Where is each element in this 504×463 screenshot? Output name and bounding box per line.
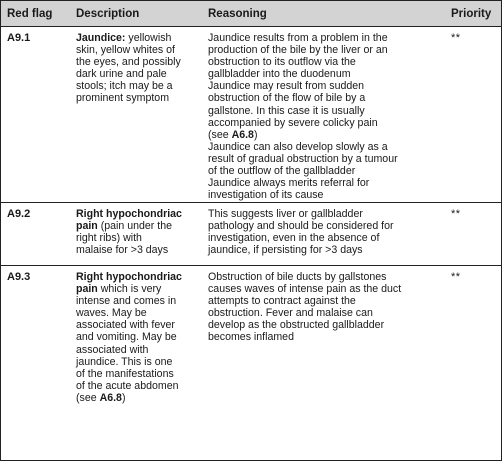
text-line: [76, 344, 182, 356]
row-divider: [1, 202, 501, 203]
text-line: [76, 307, 182, 319]
text-line: [76, 271, 182, 283]
text-run: Obstruction of bile ducts by gallstones: [208, 271, 387, 283]
text-run: Jaundice may result from sudden: [208, 80, 365, 93]
text-line: [208, 80, 398, 92]
text-line: [76, 392, 182, 404]
text-run: gallbladder into the duodenum: [208, 68, 351, 81]
text-line: [76, 295, 182, 307]
header-priority: Priority: [451, 8, 492, 20]
text-line: [208, 92, 398, 104]
text-line: [208, 283, 401, 295]
text-run: dark urine and pale: [76, 68, 167, 81]
bold-term: A6.8: [99, 391, 122, 404]
text-line: [208, 295, 401, 307]
text-run: obstruction. Fever and malaise can: [208, 307, 373, 320]
text-line: [76, 283, 182, 295]
text-line: [208, 220, 394, 232]
text-line: [76, 56, 181, 68]
text-line: [208, 271, 401, 283]
text-run: Jaundice can also develop slowly as a: [208, 140, 388, 153]
text-run: investigation, even in the absence of: [208, 232, 380, 245]
row-priority: **: [451, 208, 461, 220]
text-line: [76, 331, 182, 343]
row-priority: **: [451, 271, 461, 283]
text-run: obstruction to its outflow via the: [208, 56, 356, 69]
text-run: obstruction of the flow of bile by a: [208, 92, 366, 105]
text-line: [208, 56, 398, 68]
text-run: prominent symptom: [76, 92, 170, 105]
text-line: [208, 189, 398, 201]
row-flag: A9.3: [7, 271, 31, 283]
bold-term: A6.8: [231, 128, 254, 141]
text-line: [76, 356, 182, 368]
text-line: [208, 165, 398, 177]
text-run: attempts to contract against the: [208, 295, 356, 308]
text-run: Jaundice always merits referral for: [208, 177, 370, 190]
text-run: of the manifestations: [76, 367, 174, 380]
text-run: ): [121, 391, 126, 404]
row-reasoning: [208, 271, 401, 344]
text-run: intense and comes in: [76, 295, 177, 308]
header-red-flag: Red flag: [7, 8, 53, 20]
row-reasoning: [208, 208, 394, 256]
bold-term: Jaundice:: [76, 32, 126, 44]
text-line: [76, 232, 182, 244]
text-run: (pain under the: [97, 220, 172, 233]
text-run: stools; itch may be a: [76, 80, 173, 93]
text-line: [208, 307, 401, 319]
text-run: production of the bile by the liver or an: [208, 44, 388, 57]
text-line: [208, 208, 394, 220]
text-run: result of gradual obstruction by a tumour: [208, 152, 398, 165]
text-run: yellowish: [125, 32, 172, 44]
text-run: skin, yellow whites of: [76, 44, 175, 57]
row-description: [76, 208, 182, 256]
row-flag: A9.2: [7, 208, 31, 220]
text-line: [76, 244, 182, 256]
text-run: investigation of its cause: [208, 189, 324, 202]
text-line: [208, 32, 398, 44]
bold-term: pain: [76, 283, 98, 296]
text-run: jaundice. This is one: [76, 355, 173, 368]
text-run: which is very: [97, 283, 162, 296]
text-line: [76, 380, 182, 392]
text-run: waves. May be: [76, 307, 147, 320]
text-run: right ribs) with: [76, 232, 142, 245]
text-line: [208, 244, 394, 256]
table-header: [1, 1, 501, 27]
row-flag: A9.1: [7, 32, 31, 44]
text-run: of the outflow of the gallbladder: [208, 165, 356, 178]
text-run: malaise for >3 days: [76, 244, 169, 257]
text-line: [208, 129, 398, 141]
text-line: [76, 80, 181, 92]
text-run: (see: [76, 391, 100, 404]
text-run: develop as the obstructed gallbladder: [208, 319, 385, 332]
text-line: [208, 177, 398, 189]
row-description: [76, 32, 181, 105]
text-run: causes waves of intense pain as the duct: [208, 283, 402, 296]
text-run: Jaundice results from a problem in the: [208, 32, 388, 44]
text-line: [76, 68, 181, 80]
text-line: [208, 44, 398, 56]
text-run: accompanied by severe colicky pain: [208, 116, 378, 129]
row-reasoning: [208, 32, 398, 201]
text-run: the eyes, and possibly: [76, 56, 181, 69]
text-run: (see: [208, 128, 232, 141]
text-line: [76, 220, 182, 232]
text-run: and vomiting. May be: [76, 331, 177, 344]
text-line: [208, 141, 398, 153]
text-line: [208, 232, 394, 244]
row-divider: [1, 265, 501, 266]
row-description: [76, 271, 182, 404]
text-line: [208, 153, 398, 165]
text-run: pathology and should be considered for: [208, 220, 394, 233]
header-reasoning: Reasoning: [208, 8, 267, 20]
text-run: jaundice, if persisting for >3 days: [208, 244, 363, 257]
text-line: [208, 105, 398, 117]
text-run: ): [253, 128, 258, 141]
bold-term: Right hypochondriac: [76, 208, 182, 220]
text-run: gallstone. In this case it is usually: [208, 104, 365, 117]
text-line: [208, 68, 398, 80]
text-run: associated with: [76, 343, 149, 356]
text-line: [208, 117, 398, 129]
row-priority: **: [451, 32, 461, 44]
text-run: of the acute abdomen: [76, 379, 179, 392]
bold-term: Right hypochondriac: [76, 271, 182, 283]
text-line: [76, 92, 181, 104]
bold-term: pain: [76, 220, 98, 233]
text-line: [208, 319, 401, 331]
text-line: [76, 319, 182, 331]
text-run: associated with fever: [76, 319, 175, 332]
text-line: [208, 331, 401, 343]
text-run: becomes inflamed: [208, 331, 294, 344]
text-line: [76, 32, 181, 44]
text-line: [76, 368, 182, 380]
text-line: [76, 208, 182, 220]
text-line: [76, 44, 181, 56]
header-description: Description: [76, 8, 140, 20]
text-run: This suggests liver or gallbladder: [208, 208, 363, 220]
